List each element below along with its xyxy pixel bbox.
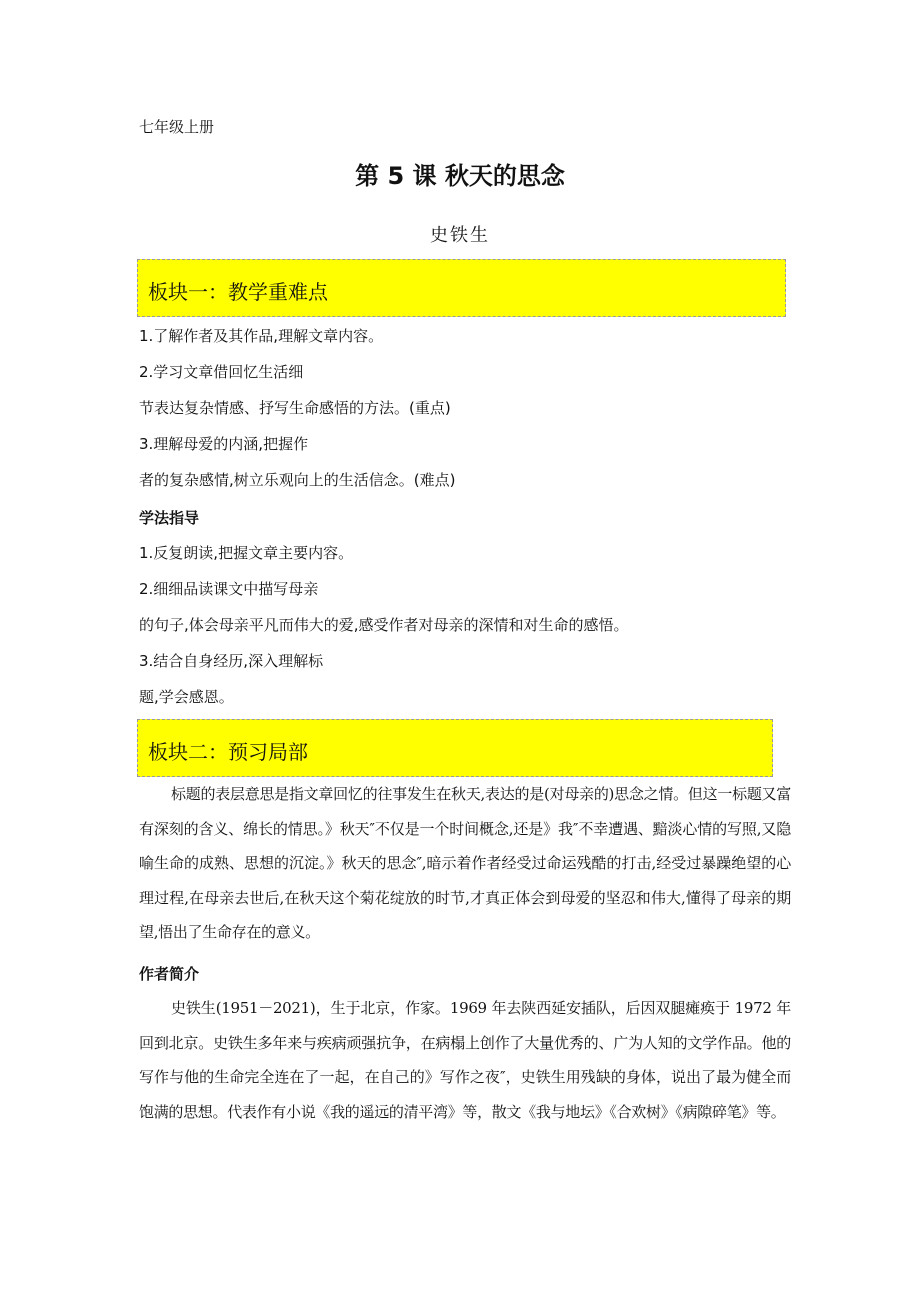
method-line: 2.细细品读课文中描写母亲 xyxy=(139,580,319,598)
method-heading: 学法指导 xyxy=(139,509,200,527)
method-line: 3.结合自身经历,深入理解标 xyxy=(139,652,324,670)
section2-banner xyxy=(137,719,773,777)
author-bio-paragraph: 史铁生(1951－2021)，生于北京，作家。1969 年去陕西延安插队，后因双腿瘫痪于 1972 年回到北京。史铁生多年来与疾病顽强抗争，在病榻上创作了大量优秀的、广为人知的文学作品。他的写作与他的生命完全连在了一起，在自己的》写作之夜″，史铁生用残缺的身体，说出了最为健全而饱满的思想。代表作有小说《我的遥远的清平湾》等，散文《我与地坛》《合欢树》《病隙碎笔》等。 xyxy=(139,999,791,1121)
title-meaning-paragraph: 标题的表层意思是指文章回忆的往事发生在秋天,表达的是(对母亲的)思念之情。但这一标题又富有深刻的含义、绵长的情思。》秋天″不仅是一个时间概念,还是》我″不幸遭遇、黯淡心情的写照,又隐喻生命的成熟、思想的沉淀。》秋天的思念″,暗示着作者经受过命运残酷的打击,经受过暴躁绝望的心理过程,在母亲去世后,在秋天这个菊花绽放的时节,才真正体会到母爱的坚忍和伟大,懂得了母亲的期望,悟出了生命存在的意义。 xyxy=(139,785,791,941)
section1-title: 板块一：教学重难点 xyxy=(148,279,328,304)
method-line: 的句子,体会母亲平凡而伟大的爱,感受作者对母亲的深情和对生命的感悟。 xyxy=(139,616,629,634)
objective-line: 2.学习文章借回忆生活细 xyxy=(139,363,304,381)
objective-line: 者的复杂感情,树立乐观向上的生活信念。(难点) xyxy=(139,471,456,489)
section2-title: 板块二：预习局部 xyxy=(148,739,308,764)
objective-line: 1.了解作者及其作品,理解文章内容。 xyxy=(139,327,384,345)
method-line: 1.反复朗读,把握文章主要内容。 xyxy=(139,544,354,562)
lesson-author: 史铁生 xyxy=(430,225,490,246)
lesson-title: 第 5 课 秋天的思念 xyxy=(355,162,565,190)
grade-label: 七年级上册 xyxy=(139,118,215,136)
author-heading: 作者简介 xyxy=(139,965,200,983)
section1-banner xyxy=(137,259,786,317)
objective-line: 3.理解母爱的内涵,把握作 xyxy=(139,435,309,453)
method-line: 题,学会感恩。 xyxy=(139,688,234,706)
objective-line: 节表达复杂情感、抒写生命感悟的方法。(重点) xyxy=(139,399,451,417)
